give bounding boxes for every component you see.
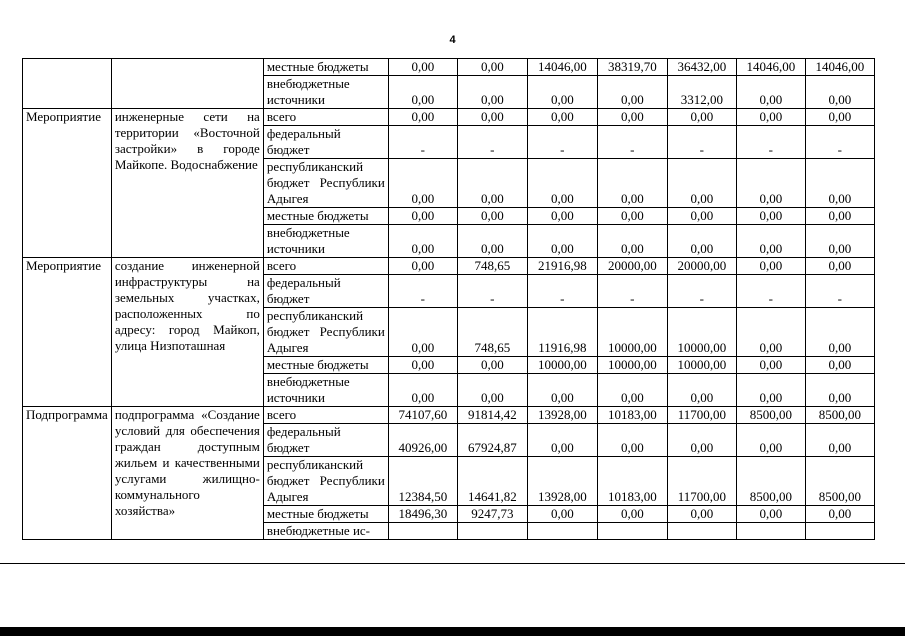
value-cell: 0,00 xyxy=(805,208,874,225)
value-cell: 0,00 xyxy=(457,109,527,126)
value-cell: 38319,70 xyxy=(597,59,667,76)
value-cell: 0,00 xyxy=(457,357,527,374)
value-cell: 13928,00 xyxy=(527,457,597,506)
value-cell: 0,00 xyxy=(805,424,874,457)
value-cell: 0,00 xyxy=(736,208,805,225)
value-cell: 0,00 xyxy=(388,109,457,126)
value-cell: 0,00 xyxy=(388,159,457,208)
value-cell: 0,00 xyxy=(527,109,597,126)
value-cell: 0,00 xyxy=(667,424,736,457)
value-cell: 13928,00 xyxy=(527,407,597,424)
value-cell: 10183,00 xyxy=(597,407,667,424)
funding-source-cell: республиканский бюджет Республики Адыгея xyxy=(263,308,388,357)
value-cell: 0,00 xyxy=(736,109,805,126)
funding-source-cell: внебюджетные источники xyxy=(263,76,388,109)
value-cell: 0,00 xyxy=(527,374,597,407)
value-cell: 0,00 xyxy=(457,374,527,407)
value-cell: 0,00 xyxy=(597,109,667,126)
value-cell: 0,00 xyxy=(736,424,805,457)
value-cell: 0,00 xyxy=(805,76,874,109)
value-cell: 0,00 xyxy=(805,308,874,357)
value-cell: 0,00 xyxy=(388,59,457,76)
value-cell: 12384,50 xyxy=(388,457,457,506)
value-cell: 0,00 xyxy=(736,159,805,208)
row-type-cell: Мероприятие xyxy=(23,109,112,258)
funding-source-cell: федеральный бюджет xyxy=(263,126,388,159)
funding-source-cell: местные бюджеты xyxy=(263,357,388,374)
value-cell: - xyxy=(527,275,597,308)
value-cell: 14046,00 xyxy=(805,59,874,76)
budget-table xyxy=(22,58,875,540)
value-cell: 0,00 xyxy=(388,308,457,357)
table-body xyxy=(23,59,875,540)
row-type-cell: Подпрограмма xyxy=(23,407,112,540)
value-cell: 0,00 xyxy=(667,208,736,225)
value-cell: 91814,42 xyxy=(457,407,527,424)
value-cell: 3312,00 xyxy=(667,76,736,109)
funding-source-cell: федеральный бюджет xyxy=(263,424,388,457)
value-cell: 74107,60 xyxy=(388,407,457,424)
value-cell: 18496,30 xyxy=(388,506,457,523)
value-cell: 0,00 xyxy=(805,374,874,407)
value-cell: 10183,00 xyxy=(597,457,667,506)
funding-source-cell: внебюджетные ис- xyxy=(263,523,388,540)
value-cell: 0,00 xyxy=(388,374,457,407)
value-cell: 0,00 xyxy=(597,76,667,109)
value-cell: - xyxy=(457,126,527,159)
value-cell: - xyxy=(527,126,597,159)
value-cell: 8500,00 xyxy=(736,457,805,506)
value-cell: - xyxy=(597,275,667,308)
value-cell: 8500,00 xyxy=(805,457,874,506)
value-cell: 14641,82 xyxy=(457,457,527,506)
value-cell: 0,00 xyxy=(527,506,597,523)
value-cell: 10000,00 xyxy=(667,357,736,374)
value-cell: 0,00 xyxy=(667,109,736,126)
value-cell xyxy=(457,523,527,540)
value-cell: 0,00 xyxy=(457,59,527,76)
value-cell: 0,00 xyxy=(527,159,597,208)
value-cell: 0,00 xyxy=(805,258,874,275)
value-cell xyxy=(736,523,805,540)
value-cell: 0,00 xyxy=(388,357,457,374)
value-cell: 748,65 xyxy=(457,308,527,357)
value-cell: - xyxy=(388,275,457,308)
value-cell: - xyxy=(597,126,667,159)
funding-source-cell: федеральный бюджет xyxy=(263,275,388,308)
value-cell: 0,00 xyxy=(805,506,874,523)
funding-source-cell: местные бюджеты xyxy=(263,59,388,76)
value-cell: 0,00 xyxy=(457,159,527,208)
value-cell: 14046,00 xyxy=(527,59,597,76)
value-cell: 0,00 xyxy=(388,258,457,275)
value-cell: 20000,00 xyxy=(597,258,667,275)
funding-source-cell: всего xyxy=(263,109,388,126)
value-cell: 0,00 xyxy=(527,424,597,457)
value-cell: 0,00 xyxy=(457,76,527,109)
value-cell: 8500,00 xyxy=(805,407,874,424)
value-cell: 10000,00 xyxy=(597,308,667,357)
value-cell xyxy=(667,523,736,540)
value-cell xyxy=(388,523,457,540)
value-cell: 0,00 xyxy=(527,76,597,109)
value-cell: - xyxy=(805,126,874,159)
value-cell: 9247,73 xyxy=(457,506,527,523)
value-cell: 0,00 xyxy=(667,506,736,523)
value-cell: - xyxy=(667,126,736,159)
funding-source-cell: всего xyxy=(263,258,388,275)
value-cell: 0,00 xyxy=(736,258,805,275)
funding-source-cell: местные бюджеты xyxy=(263,208,388,225)
page-number: 4 xyxy=(449,34,456,46)
value-cell: 0,00 xyxy=(805,159,874,208)
table-row xyxy=(23,109,875,126)
value-cell: 0,00 xyxy=(597,374,667,407)
table-row xyxy=(23,59,875,76)
value-cell: 0,00 xyxy=(597,506,667,523)
value-cell: 0,00 xyxy=(736,374,805,407)
value-cell: 40926,00 xyxy=(388,424,457,457)
value-cell: - xyxy=(736,126,805,159)
row-type-cell xyxy=(23,59,112,109)
value-cell xyxy=(805,523,874,540)
table-row xyxy=(23,258,875,275)
value-cell: 0,00 xyxy=(736,357,805,374)
row-name-cell xyxy=(111,59,263,109)
value-cell: 0,00 xyxy=(736,308,805,357)
value-cell xyxy=(597,523,667,540)
funding-source-cell: местные бюджеты xyxy=(263,506,388,523)
funding-source-cell: республиканский бюджет Республики Адыгея xyxy=(263,159,388,208)
value-cell: 0,00 xyxy=(667,159,736,208)
value-cell: 21916,98 xyxy=(527,258,597,275)
horizontal-rule xyxy=(0,563,905,564)
value-cell: 20000,00 xyxy=(667,258,736,275)
value-cell: 0,00 xyxy=(527,208,597,225)
value-cell: 11916,98 xyxy=(527,308,597,357)
row-name-cell: подпрограмма «Создание условий для обеспечения граждан доступным жильем и качественными услугами жилищно-коммунального хозяйства» xyxy=(111,407,263,540)
value-cell: - xyxy=(736,275,805,308)
value-cell: 10000,00 xyxy=(597,357,667,374)
value-cell: 0,00 xyxy=(667,225,736,258)
value-cell: 0,00 xyxy=(736,225,805,258)
row-type-cell: Мероприятие xyxy=(23,258,112,407)
value-cell: - xyxy=(388,126,457,159)
value-cell: 0,00 xyxy=(388,76,457,109)
value-cell: 11700,00 xyxy=(667,457,736,506)
value-cell: 8500,00 xyxy=(736,407,805,424)
value-cell: 0,00 xyxy=(736,76,805,109)
value-cell: 748,65 xyxy=(457,258,527,275)
table-row xyxy=(23,407,875,424)
value-cell: 0,00 xyxy=(597,159,667,208)
value-cell: 0,00 xyxy=(457,225,527,258)
row-name-cell: создание инженерной инфраструктуры на земельных участках, расположенных по адресу: город Майкоп, улица Низпоташная xyxy=(111,258,263,407)
value-cell: 0,00 xyxy=(597,225,667,258)
scan-edge-bar xyxy=(0,627,905,636)
value-cell: 0,00 xyxy=(805,109,874,126)
value-cell: 0,00 xyxy=(805,225,874,258)
value-cell: - xyxy=(457,275,527,308)
value-cell: 14046,00 xyxy=(736,59,805,76)
value-cell: 10000,00 xyxy=(527,357,597,374)
funding-source-cell: республиканский бюджет Республики Адыгея xyxy=(263,457,388,506)
value-cell: 10000,00 xyxy=(667,308,736,357)
row-name-cell: инженерные сети на территории «Восточной застройки» в городе Майкопе. Водоснабжение xyxy=(111,109,263,258)
value-cell: - xyxy=(805,275,874,308)
value-cell: 67924,87 xyxy=(457,424,527,457)
value-cell: 0,00 xyxy=(736,506,805,523)
value-cell: 0,00 xyxy=(667,374,736,407)
funding-source-cell: внебюджетные источники xyxy=(263,374,388,407)
value-cell: 0,00 xyxy=(388,208,457,225)
value-cell: 0,00 xyxy=(597,208,667,225)
value-cell xyxy=(527,523,597,540)
value-cell: 0,00 xyxy=(805,357,874,374)
value-cell: 11700,00 xyxy=(667,407,736,424)
value-cell: 0,00 xyxy=(527,225,597,258)
value-cell: 0,00 xyxy=(597,424,667,457)
funding-source-cell: внебюджетные источники xyxy=(263,225,388,258)
funding-source-cell: всего xyxy=(263,407,388,424)
value-cell: 0,00 xyxy=(457,208,527,225)
value-cell: - xyxy=(667,275,736,308)
value-cell: 0,00 xyxy=(388,225,457,258)
value-cell: 36432,00 xyxy=(667,59,736,76)
